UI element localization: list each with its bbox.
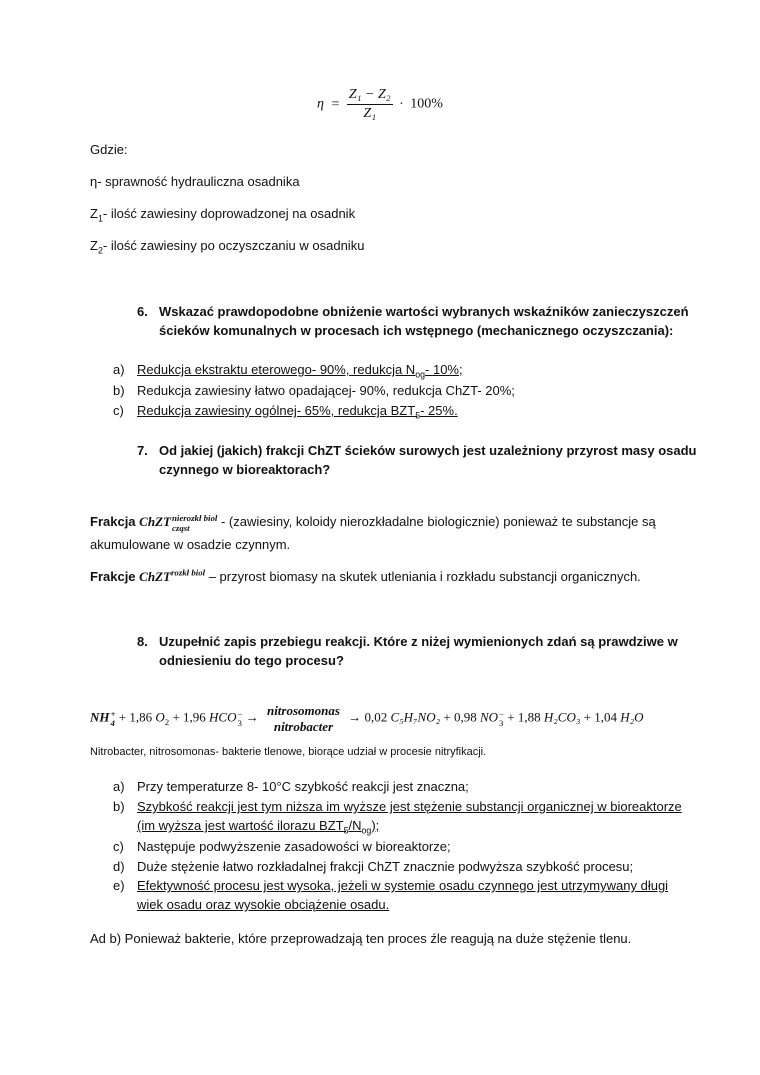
formula-eta: η xyxy=(317,96,324,112)
formula-percent: 100% xyxy=(410,96,443,112)
option-label: c) xyxy=(113,839,124,854)
chzt-scripts: nierozkł biol cząst xyxy=(171,513,218,533)
option-label: b) xyxy=(113,383,125,398)
definitions-heading: Gdzie: xyxy=(90,142,128,157)
formula-numerator: Z₁ − Z₂ xyxy=(347,88,393,105)
definition-eta: η- sprawność hydrauliczna osadnika xyxy=(90,174,300,189)
option-text: Szybkość reakcji jest tym niższa im wyższe jest stężenie substancji organicznej w bioreaktorze xyxy=(137,799,682,814)
z1-symbol: Z xyxy=(90,206,98,221)
reaction-arrow: → xyxy=(245,709,259,725)
q6-line2: ścieków komunalnych w procesach ich wstępnego (mechanicznego oczyszczania): xyxy=(159,323,674,338)
answer-text: – przyrost biomasy na skutek utleniania i rozkładu substancji organicznych. xyxy=(208,569,641,584)
reaction-arrow: → xyxy=(348,709,362,725)
chzt-sup: rozkł biol xyxy=(170,567,206,578)
q6-option-a xyxy=(113,362,463,380)
q8-option-b-line2: (im wyższa jest wartość ilorazu $BZT_5/N_{og}$); xyxy=(137,818,380,836)
q8-conclusion: Ad b) Ponieważ bakterie, które przeprowadzają ten proces źle reagują na duże stężenie tlenu. xyxy=(90,931,632,946)
option-text: Redukcja zawiesiny ogólnej- 65%, redukcja $BZT_5-$ 25%. xyxy=(137,403,458,421)
formula-denominator: Z₁ xyxy=(363,106,377,121)
q7-answer1-line1 xyxy=(90,514,656,533)
nitrification-reaction: NH + 4 + 1,86 $O_2 + 1,96$ HCO − 3 → nitrosomonas nitrobacter → 0,02 C₅H₇NO₂ + 0,98 NO − 3 + 1,88 H₂CO₃ + 1,04 H₂O xyxy=(90,703,644,734)
chzt-symbol: ChZT xyxy=(139,569,171,584)
bacteria-nitrobacter: nitrobacter xyxy=(273,719,334,734)
q8-line2: odniesieniu do tego procesu? xyxy=(159,653,344,668)
z2-text: - ilość zawiesiny po oczyszczaniu w osadniku xyxy=(102,238,365,253)
q8-line1: Uzupełnić zapis przebiegu reakcji. Które z niżej wymienionych zdań są prawdziwe w xyxy=(159,634,678,649)
q6-line1: Wskazać prawdopodobne obniżenie wartości wybranych wskaźników zanieczyszczeń xyxy=(159,304,689,319)
option-text: Redukcja ekstraktu eterowego- 90%, redukcja $N_{og}-$ 10%; xyxy=(137,362,463,380)
option-label: c) xyxy=(113,403,124,418)
definition-z2 xyxy=(90,238,365,256)
option-text: Następuje podwyższenie zasadowości w bioreaktorze; xyxy=(137,839,451,854)
q8-option-b xyxy=(113,799,682,814)
option-text: Przy temperaturze 8- 10°C szybkość reakcji jest znaczna; xyxy=(137,779,469,794)
answer-lead: Frakcja xyxy=(90,514,136,529)
bacteria-nitrosomonas: nitrosomonas xyxy=(266,703,340,718)
q6-option-c xyxy=(113,403,458,421)
q7-line1: Od jakiej (jakich) frakcji ChZT ścieków surowych jest uzależniony przyrost masy osadu xyxy=(159,443,697,458)
q8-option-e-line2: wiek osadu oraz wysokie obciążenie osadu. xyxy=(137,897,390,912)
chzt-symbol: ChZT xyxy=(139,514,171,529)
q7-line2: czynnego w bioreaktorach? xyxy=(159,462,331,477)
option-label: e) xyxy=(113,878,125,893)
z2-subscript: 2 xyxy=(97,245,103,256)
q8-option-d xyxy=(113,859,633,874)
answer-lead: Frakcje xyxy=(90,569,136,584)
q6-number: 6. xyxy=(137,304,148,319)
option-text: Duże stężenie łatwo rozkładalnej frakcji ChZT znacznie podwyższa szybkość procesu; xyxy=(137,859,634,874)
q8-number: 8. xyxy=(137,634,148,649)
option-text: Efektywność procesu jest wysoka, jeżeli w systemie osadu czynnego jest utrzymywany długi xyxy=(137,878,669,893)
answer-text: - (zawiesiny, koloidy nierozkładalne biologicznie) ponieważ te substancje są xyxy=(220,514,656,529)
formula-times: · xyxy=(399,96,404,112)
formula-fraction xyxy=(347,88,393,121)
q7-answer1-line2: akumulowane w osadzie czynnym. xyxy=(90,537,291,552)
q8-option-a xyxy=(113,779,469,794)
q6-option-b xyxy=(113,383,515,398)
option-text: Redukcja zawiesiny łatwo opadającej- 90%, redukcja ChZT- 20%; xyxy=(137,383,515,398)
option-label: a) xyxy=(113,362,125,377)
q7-answer2 xyxy=(90,569,641,585)
bacteria-stack xyxy=(265,704,342,733)
option-label: b) xyxy=(113,799,125,814)
q8-note: Nitrobacter, nitrosomonas- bakterie tlenowe, biorące udział w procesie nitryfikacji. xyxy=(90,746,487,758)
efficiency-formula xyxy=(317,88,443,121)
q7-number: 7. xyxy=(137,443,148,458)
q8-option-e xyxy=(113,878,668,893)
z2-symbol: Z xyxy=(90,238,98,253)
definition-z1 xyxy=(90,206,356,224)
z1-text: - ilość zawiesiny doprowadzonej na osadnik xyxy=(102,206,356,221)
formula-equals: = xyxy=(331,96,340,112)
nh4: NH xyxy=(90,709,110,725)
option-label: d) xyxy=(113,859,125,874)
option-label: a) xyxy=(113,779,125,794)
q8-option-c xyxy=(113,839,451,854)
z1-subscript: 1 xyxy=(97,213,103,224)
